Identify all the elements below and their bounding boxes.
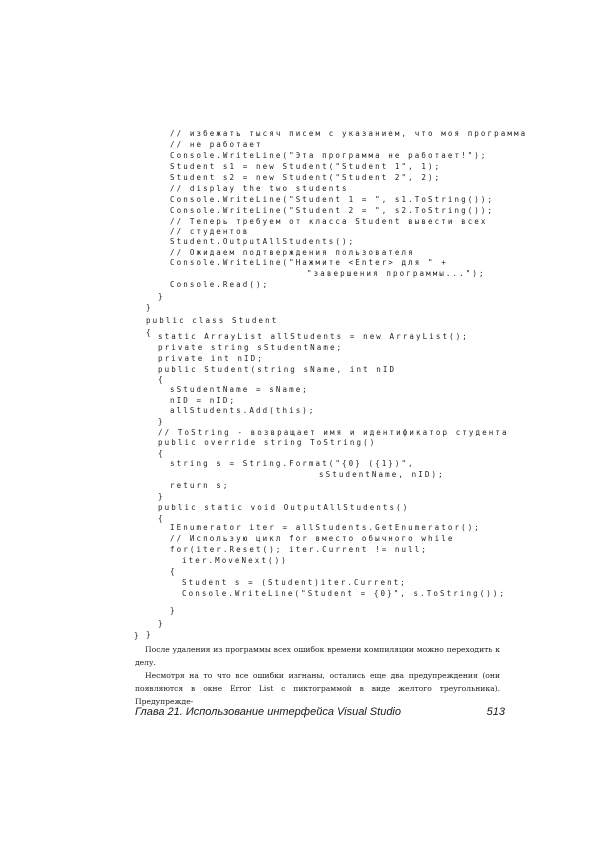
code-line: // студентов xyxy=(170,227,250,236)
code-line: // избежать тысяч писем с указанием, что моя программа xyxy=(170,129,528,138)
paragraph: После удаления из программы всех ошибок времени компиляции можно переходить к делу. xyxy=(135,645,500,667)
code-line: Console.Read(); xyxy=(170,280,270,289)
code-line: } xyxy=(134,631,141,640)
body-text xyxy=(135,643,500,708)
code-line: Console.WriteLine("Student = {0}", s.ToString()); xyxy=(182,589,507,598)
code-line: // Использую цикл for вместо обычного while xyxy=(170,534,455,543)
code-line: // display the two students xyxy=(170,184,349,193)
code-line: return s; xyxy=(170,481,230,490)
code-line: Student s = (Student)iter.Current; xyxy=(182,578,407,587)
code-line: sStudentName = sName; xyxy=(170,385,309,394)
code-line: // Теперь требуем от класса Student вывести всех xyxy=(170,217,488,226)
code-line: // не работает xyxy=(170,140,263,149)
code-line: { xyxy=(158,375,165,384)
code-line: } xyxy=(158,619,165,628)
code-line: public class Student xyxy=(146,316,279,325)
code-line: public static void OutputAllStudents() xyxy=(158,503,410,512)
code-line: { xyxy=(146,328,153,337)
code-line: } xyxy=(170,606,177,615)
code-line: // Ожидаем подтверждения пользователя xyxy=(170,248,415,257)
code-line: } xyxy=(158,417,165,426)
code-line: nID = nID; xyxy=(170,396,237,405)
code-line: } xyxy=(146,303,153,312)
code-line: for(iter.Reset(); iter.Current != null; xyxy=(170,545,428,554)
code-line: iter.MoveNext()) xyxy=(182,556,288,565)
code-line: public Student(string sName, int nID xyxy=(158,365,397,374)
code-line: } xyxy=(158,492,165,501)
paragraph: Несмотря на то что все ошибки изгнаны, остались еще два предупреждения (они появляются в окне Error List с пиктограммой в виде желтого треугольника). Предупрежде- xyxy=(135,671,500,706)
code-line: public override string ToString() xyxy=(158,438,377,447)
code-line: sStudentName, nID); xyxy=(319,470,445,479)
page-number: 513 xyxy=(486,706,505,718)
code-line: Student s2 = new Student("Student 2", 2); xyxy=(170,173,442,182)
code-line: } xyxy=(158,292,165,301)
code-line: { xyxy=(158,514,165,523)
code-line: } xyxy=(146,630,153,639)
code-line: private string sStudentName; xyxy=(158,343,344,352)
code-line: Console.WriteLine("Нажмите <Enter> для " + xyxy=(170,258,448,267)
code-line: { xyxy=(158,449,165,458)
code-line: IEnumerator iter = allStudents.GetEnumerator(); xyxy=(170,523,481,532)
code-line: "завершения программы..."); xyxy=(307,269,486,278)
code-line: { xyxy=(170,567,177,576)
code-line: Console.WriteLine("Student 2 = ", s2.ToString()); xyxy=(170,206,495,215)
chapter-title-footer: Глава 21. Использование интерфейса Visual Studio xyxy=(135,706,401,718)
code-line: string s = String.Format("{0} ({1})", xyxy=(170,459,415,468)
code-line: Student.OutputAllStudents(); xyxy=(170,237,356,246)
code-line: // ToString - возвращает имя и идентификатор студента xyxy=(158,428,509,437)
code-line: allStudents.Add(this); xyxy=(170,406,316,415)
code-line: Student s1 = new Student("Student 1", 1); xyxy=(170,162,442,171)
code-line: static ArrayList allStudents = new ArrayList(); xyxy=(158,332,469,341)
code-line: Console.WriteLine("Эта программа не работает!"); xyxy=(170,151,488,160)
code-line: private int nID; xyxy=(158,354,264,363)
code-line: Console.WriteLine("Student 1 = ", s1.ToString()); xyxy=(170,195,495,204)
